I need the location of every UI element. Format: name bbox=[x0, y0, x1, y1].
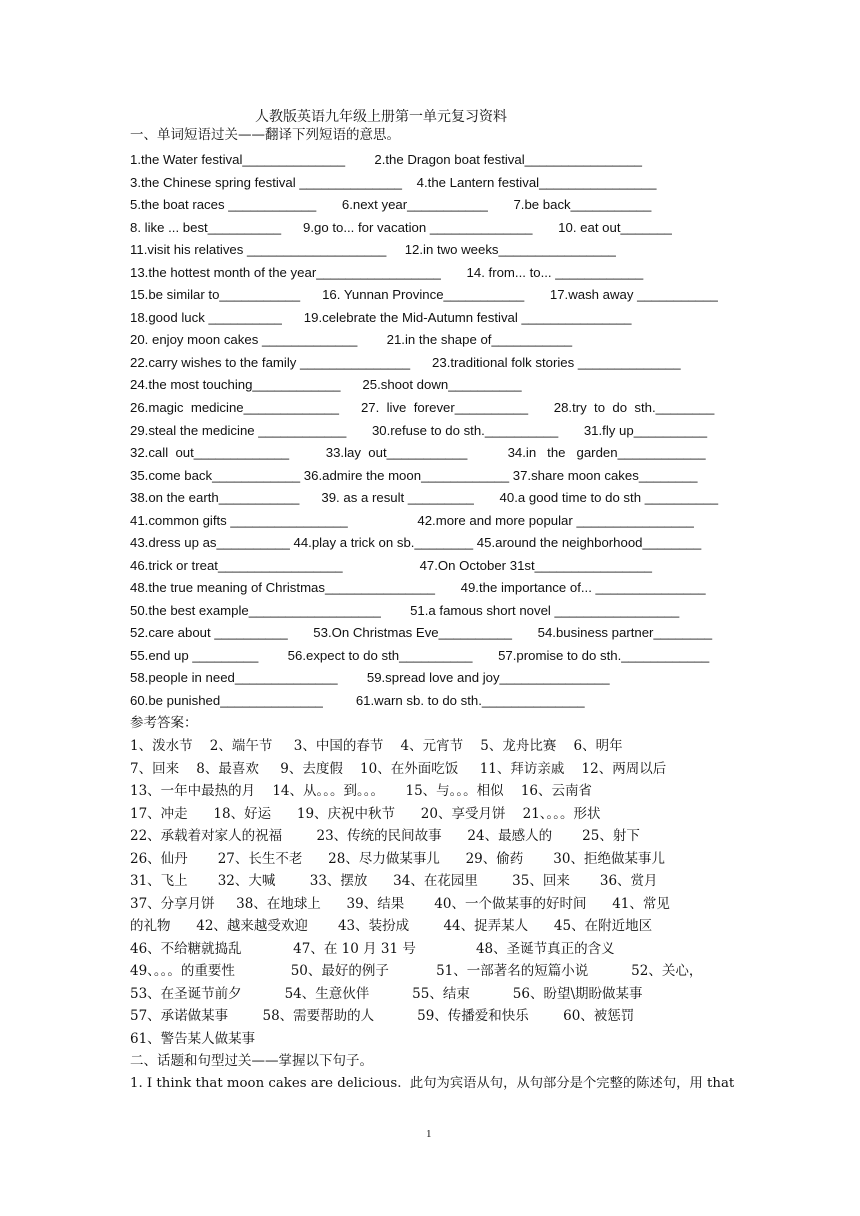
phrase-line: 18.good luck __________ 19.celebrate the Mid-Autumn festival _______________ bbox=[130, 310, 632, 325]
phrase-line: 50.the best example__________________ 51.a famous short novel _________________ bbox=[130, 603, 680, 618]
page-number: 1 bbox=[426, 1128, 432, 1140]
phrase-line: 20. enjoy moon cakes _____________ 21.in the shape of___________ bbox=[130, 332, 573, 347]
phrase-line: 11.visit his relatives ___________________ 12.in two weeks________________ bbox=[130, 242, 616, 257]
answer-line: 61、警告某人做某事 bbox=[130, 1031, 256, 1047]
phrase-line: 60.be punished______________ 61.warn sb. to do sth.______________ bbox=[130, 693, 585, 708]
phrase-line: 58.people in need______________ 59.spread love and joy_______________ bbox=[130, 670, 610, 685]
section1-heading: 一、单词短语过关——翻译下列短语的意思。 bbox=[130, 127, 400, 143]
phrase-line: 24.the most touching____________ 25.shoot down__________ bbox=[130, 377, 522, 392]
phrase-line: 46.trick or treat_________________ 47.On October 31st________________ bbox=[130, 558, 653, 573]
answer-line: 17、冲走 18、好运 19、庆祝中秋节 20、享受月饼 21、。。。形状 bbox=[130, 806, 601, 822]
phrase-line: 5.the boat races ____________ 6.next year___________ 7.be back___________ bbox=[130, 197, 652, 212]
phrase-line: 32.call out_____________ 33.lay out___________ 34.in the garden____________ bbox=[130, 445, 706, 460]
phrase-line: 1.the Water festival______________ 2.the Dragon boat festival________________ bbox=[130, 152, 643, 167]
phrase-line: 26.magic medicine_____________ 27. live forever__________ 28.try to do sth.________ bbox=[130, 400, 715, 415]
answer-line: 31、飞上 32、大喊 33、摆放 34、在花园里 35、回来 36、赏月 bbox=[130, 873, 658, 889]
phrase-line: 3.the Chinese spring festival ______________ 4.the Lantern festival________________ bbox=[130, 175, 657, 190]
answer-line: 46、不给糖就捣乱 47、在 10 月 31 号 48、圣诞节真正的含义 bbox=[130, 941, 615, 957]
sentence-line: 1. I think that moon cakes are delicious. 此句为宾语从句，从句部分是个完整的陈述句，用 that bbox=[130, 1076, 735, 1091]
answer-line: 26、仙丹 27、长生不老 28、尽力做某事儿 29、偷药 30、拒绝做某事儿 bbox=[130, 851, 665, 867]
answer-line: 57、承诺做某事 58、需要帮助的人 59、传播爱和快乐 60、被惩罚 bbox=[130, 1008, 635, 1024]
answer-line: 37、分享月饼 38、在地球上 39、结果 40、一个做某事的好时间 41、常见 bbox=[130, 896, 670, 912]
phrase-line: 38.on the earth___________ 39. as a result _________ 40.a good time to do sth __________ bbox=[130, 490, 719, 505]
phrase-line: 13.the hottest month of the year_________________ 14. from... to... ____________ bbox=[130, 265, 644, 280]
phrase-line: 43.dress up as__________ 44.play a trick on sb.________ 45.around the neighborhood________ bbox=[130, 535, 702, 550]
phrase-line: 35.come back____________ 36.admire the moon____________ 37.share moon cakes________ bbox=[130, 468, 698, 483]
phrase-line: 29.steal the medicine ____________ 30.refuse to do sth.__________ 31.fly up__________ bbox=[130, 423, 708, 438]
answer-line: 49、。。。的重要性 50、最好的例子 51、一部著名的短篇小说 52、关心， bbox=[130, 963, 703, 979]
section2-heading: 二、话题和句型过关——掌握以下句子。 bbox=[130, 1053, 373, 1069]
phrase-line: 22.carry wishes to the family _______________ 23.traditional folk stories ______________ bbox=[130, 355, 681, 370]
document-title: 人教版英语九年级上册第一单元复习资料 bbox=[255, 109, 507, 125]
answer-line: 22、承载着对家人的祝福 23、传统的民间故事 24、最感人的 25、射下 bbox=[130, 828, 640, 844]
phrase-line: 15.be similar to___________ 16. Yunnan Province___________ 17.wash away ___________ bbox=[130, 287, 718, 302]
phrase-line: 52.care about __________ 53.On Christmas Eve__________ 54.business partner________ bbox=[130, 625, 713, 640]
answer-line: 53、在圣诞节前夕 54、生意伙伴 55、结束 56、盼望\期盼做某事 bbox=[130, 986, 643, 1002]
phrase-line: 55.end up _________ 56.expect to do sth__________ 57.promise to do sth.____________ bbox=[130, 648, 710, 663]
answer-line: 13、一年中最热的月 14、从。。。到。。。 15、与。。。相似 16、云南省 bbox=[130, 783, 592, 799]
phrase-line: 8. like ... best__________ 9.go to... for vacation ______________ 10. eat out_______ bbox=[130, 220, 672, 235]
answer-line: 7、回来 8、最喜欢 9、去度假 10、在外面吃饭 11、拜访亲戚 12、两周以后 bbox=[130, 761, 667, 777]
answer-line: 的礼物 42、越来越受欢迎 43、装扮成 44、捉弄某人 45、在附近地区 bbox=[130, 918, 653, 934]
answers-heading: 参考答案： bbox=[130, 715, 198, 731]
phrase-line: 48.the true meaning of Christmas_______________ 49.the importance of... _______________ bbox=[130, 580, 706, 595]
answer-line: 1、泼水节 2、端午节 3、中国的春节 4、元宵节 5、龙舟比赛 6、明年 bbox=[130, 738, 623, 754]
phrase-line: 41.common gifts ________________ 42.more and more popular ________________ bbox=[130, 513, 694, 528]
